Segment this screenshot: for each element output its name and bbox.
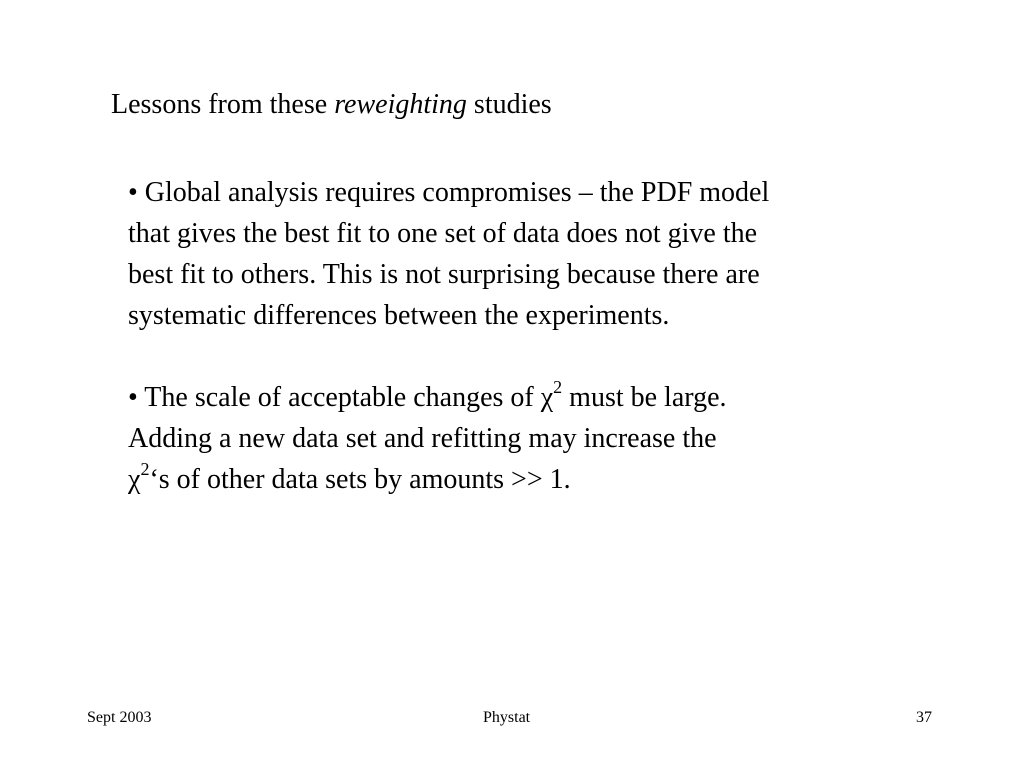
title-suffix: studies <box>466 89 552 120</box>
bullet1-line-2: that gives the best fit to one set of data does not give the <box>128 218 758 249</box>
bullet2-line-1 <box>128 377 928 418</box>
bullet-chi-squared-scale <box>128 377 928 500</box>
chi-squared-exponent: 2 <box>553 376 563 397</box>
bullet2-line-3 <box>128 459 928 500</box>
bullet2-line1-post: must be large. <box>562 382 727 413</box>
chi-squared-exponent: 2 <box>140 458 150 479</box>
bullet1-line-3: best fit to others. This is not surprising because there are <box>128 259 760 290</box>
bullet-list <box>128 172 928 500</box>
bullet2-line-2: Adding a new data set and refitting may increase the <box>128 423 717 454</box>
bullet1-line-1: • Global analysis requires compromises – the PDF model <box>128 177 770 208</box>
bullet-global-analysis <box>128 172 928 336</box>
title-emphasis: reweighting <box>334 89 467 120</box>
footer-date: Sept 2003 <box>87 709 152 726</box>
bullet2-line1-pre: • The scale of acceptable changes of χ <box>128 382 554 413</box>
bullet2-line3-pre: χ <box>128 464 141 495</box>
slide-title <box>111 86 552 124</box>
title-prefix: Lessons from these <box>111 89 335 120</box>
footer-conference: Phystat <box>483 709 531 726</box>
footer-page-number: 37 <box>916 709 932 726</box>
bullet1-line-4: systematic differences between the experiments. <box>128 300 670 331</box>
bullet2-line3-post: ‘s of other data sets by amounts >> 1. <box>149 464 571 495</box>
